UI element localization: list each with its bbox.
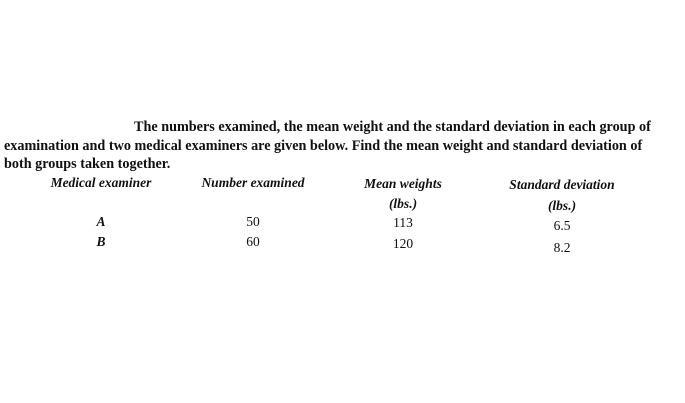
problem-line-1: The numbers examined, the mean weight and the standard deviation in each group of: [134, 119, 651, 135]
row-b-number: 60: [246, 234, 260, 249]
row-a-mean: 113: [393, 215, 413, 230]
row-a-number: 50: [246, 214, 260, 229]
row-b-sd: 8.2: [553, 240, 571, 255]
row-b-mean: 120: [392, 236, 414, 251]
header-medical-examiner: Medical examiner: [50, 175, 152, 190]
row-a-examiner: A: [96, 214, 106, 229]
problem-line-2: examination and two medical examiners are given below. Find the mean weight and standard deviation of: [4, 137, 643, 154]
problem-line-3: both groups taken together.: [4, 156, 171, 172]
unit-standard-deviation: (lbs.): [547, 198, 577, 213]
header-mean-weights: Mean weights: [364, 176, 442, 191]
row-b-examiner: B: [96, 234, 106, 249]
header-standard-deviation: Standard deviation: [509, 177, 615, 192]
problem-statement: [4, 118, 680, 174]
row-a-sd: 6.5: [553, 218, 571, 233]
header-number-examined: Number examined: [201, 175, 305, 190]
unit-mean-weights: (lbs.): [388, 196, 418, 211]
